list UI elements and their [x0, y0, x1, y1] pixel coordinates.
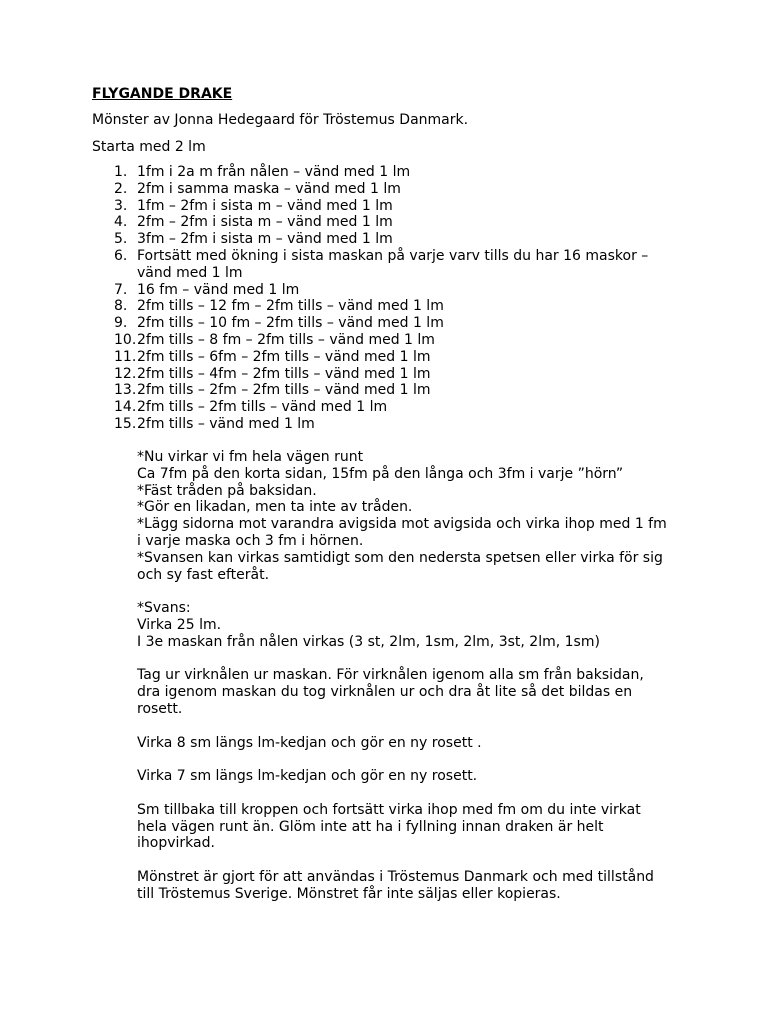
note-join-sides-cont: i varje maska och 3 fm i hörnen. — [137, 532, 364, 549]
step-number: 5. — [114, 231, 128, 248]
tail-third-stitch: I 3e maskan från nålen virkas (3 st, 2lm, 1sm, 2lm, 3st, 2lm, 1sm) — [137, 633, 600, 650]
step-number: 11. — [114, 348, 137, 365]
step-text: 2fm tills – 12 fm – 2fm tills – vänd med 1 lm — [137, 298, 444, 315]
list-item — [92, 298, 692, 315]
step-text: 1fm – 2fm i sista m – vänd med 1 lm — [137, 197, 393, 214]
step-text: 1fm i 2a m från nålen – vänd med 1 lm — [137, 164, 411, 180]
list-item — [92, 366, 692, 383]
tail-chain: Virka 25 lm. — [137, 616, 222, 633]
step-text: 2fm i samma maska – vänd med 1 lm — [137, 180, 401, 197]
spacer — [137, 852, 697, 869]
step-number: 4. — [114, 214, 128, 231]
sm8-instruction: Virka 8 sm längs lm-kedjan och gör en ny rosett . — [137, 734, 482, 751]
license-note-cont: till Tröstemus Sverige. Mönstret får inte säljas eller kopieras. — [137, 885, 561, 902]
note-join-sides: *Lägg sidorna mot varandra avigsida mot avigsida och virka ihop med 1 fm — [137, 516, 667, 533]
step-text: 2fm tills – 2fm tills – vänd med 1 lm — [137, 399, 388, 416]
step-number: 15. — [114, 415, 137, 432]
spacer — [137, 651, 697, 668]
note-edge-round: *Nu virkar vi fm hela vägen runt — [137, 449, 364, 465]
note-tail-cont: och sy fast efteråt. — [137, 566, 270, 583]
tail-heading: *Svans: — [137, 600, 191, 617]
step-number: 3. — [114, 197, 128, 214]
step-number: 7. — [114, 281, 128, 298]
step-text: 2fm – 2fm i sista m – vänd med 1 lm — [137, 214, 393, 231]
step-text: 3fm – 2fm i sista m – vänd med 1 lm — [137, 231, 393, 248]
step-number: 2. — [114, 180, 128, 197]
step-number: 8. — [114, 298, 128, 315]
sm7-instruction: Virka 7 sm längs lm-kedjan och gör en ny rosett. — [137, 768, 478, 785]
step-text: 2fm tills – 8 fm – 2fm tills – vänd med 1 lm — [137, 331, 435, 348]
document-title: FLYGANDE DRAKE — [92, 86, 233, 102]
list-item — [92, 248, 692, 282]
list-item — [92, 332, 692, 349]
step-text: 2fm tills – 10 fm – 2fm tills – vänd med 1 lm — [137, 315, 444, 332]
list-item — [92, 416, 692, 433]
license-note: Mönstret är gjort för att användas i Tröstemus Danmark och med tillstånd — [137, 868, 654, 885]
author-line: Mönster av Jonna Hedegaard för Tröstemus Danmark. — [92, 112, 469, 128]
spacer — [137, 583, 697, 600]
spacer — [137, 718, 697, 735]
step-text: 2fm tills – 4fm – 2fm tills – vänd med 1 lm — [137, 365, 431, 382]
list-item — [92, 214, 692, 231]
start-line: Starta med 2 lm — [92, 139, 206, 155]
spacer — [137, 751, 697, 768]
step-number: 14. — [114, 399, 137, 416]
list-item — [92, 164, 692, 181]
bow-instruction-end: rosett. — [137, 700, 183, 717]
note-make-second: *Gör en likadan, men ta inte av tråden. — [137, 499, 413, 516]
list-item — [92, 399, 692, 416]
steps-list — [92, 164, 692, 433]
step-number: 1. — [114, 164, 128, 180]
notes-section — [137, 449, 697, 903]
note-tail: *Svansen kan virkas samtidigt som den nedersta spetsen eller virka för sig — [137, 549, 663, 566]
finish-instruction-cont: hela vägen runt än. Glöm inte att ha i fyllning innan draken är helt — [137, 818, 604, 835]
step-text: 16 fm – vänd med 1 lm — [137, 281, 300, 298]
step-number: 6. — [114, 247, 128, 264]
note-edge-counts: Ca 7fm på den korta sidan, 15fm på den långa och 3fm i varje ”hörn” — [137, 465, 624, 482]
step-number: 10. — [114, 331, 137, 348]
bow-instruction: Tag ur virknålen ur maskan. För virknålen igenom alla sm från baksidan, — [137, 667, 644, 684]
step-text: 2fm tills – 6fm – 2fm tills – vänd med 1 lm — [137, 348, 431, 365]
step-number: 9. — [114, 315, 128, 332]
list-item — [92, 181, 692, 198]
note-fasten-thread: *Fäst tråden på baksidan. — [137, 482, 317, 499]
step-text: 2fm tills – vänd med 1 lm — [137, 415, 315, 432]
step-text: Fortsätt med ökning i sista maskan på varje varv tills du har 16 maskor – vänd med 1 lm — [137, 247, 649, 281]
step-number: 12. — [114, 365, 137, 382]
finish-instruction-end: ihopvirkad. — [137, 835, 215, 852]
list-item — [92, 198, 692, 215]
list-item — [92, 382, 692, 399]
list-item — [92, 349, 692, 366]
list-item — [92, 315, 692, 332]
list-item — [92, 231, 692, 248]
spacer — [137, 785, 697, 802]
bow-instruction-cont: dra igenom maskan du tog virknålen ur och dra åt lite så det bildas en — [137, 684, 633, 701]
finish-instruction: Sm tillbaka till kroppen och fortsätt virka ihop med fm om du inte virkat — [137, 801, 641, 818]
step-number: 13. — [114, 382, 137, 399]
list-item — [92, 282, 692, 299]
step-text: 2fm tills – 2fm – 2fm tills – vänd med 1 lm — [137, 382, 431, 399]
